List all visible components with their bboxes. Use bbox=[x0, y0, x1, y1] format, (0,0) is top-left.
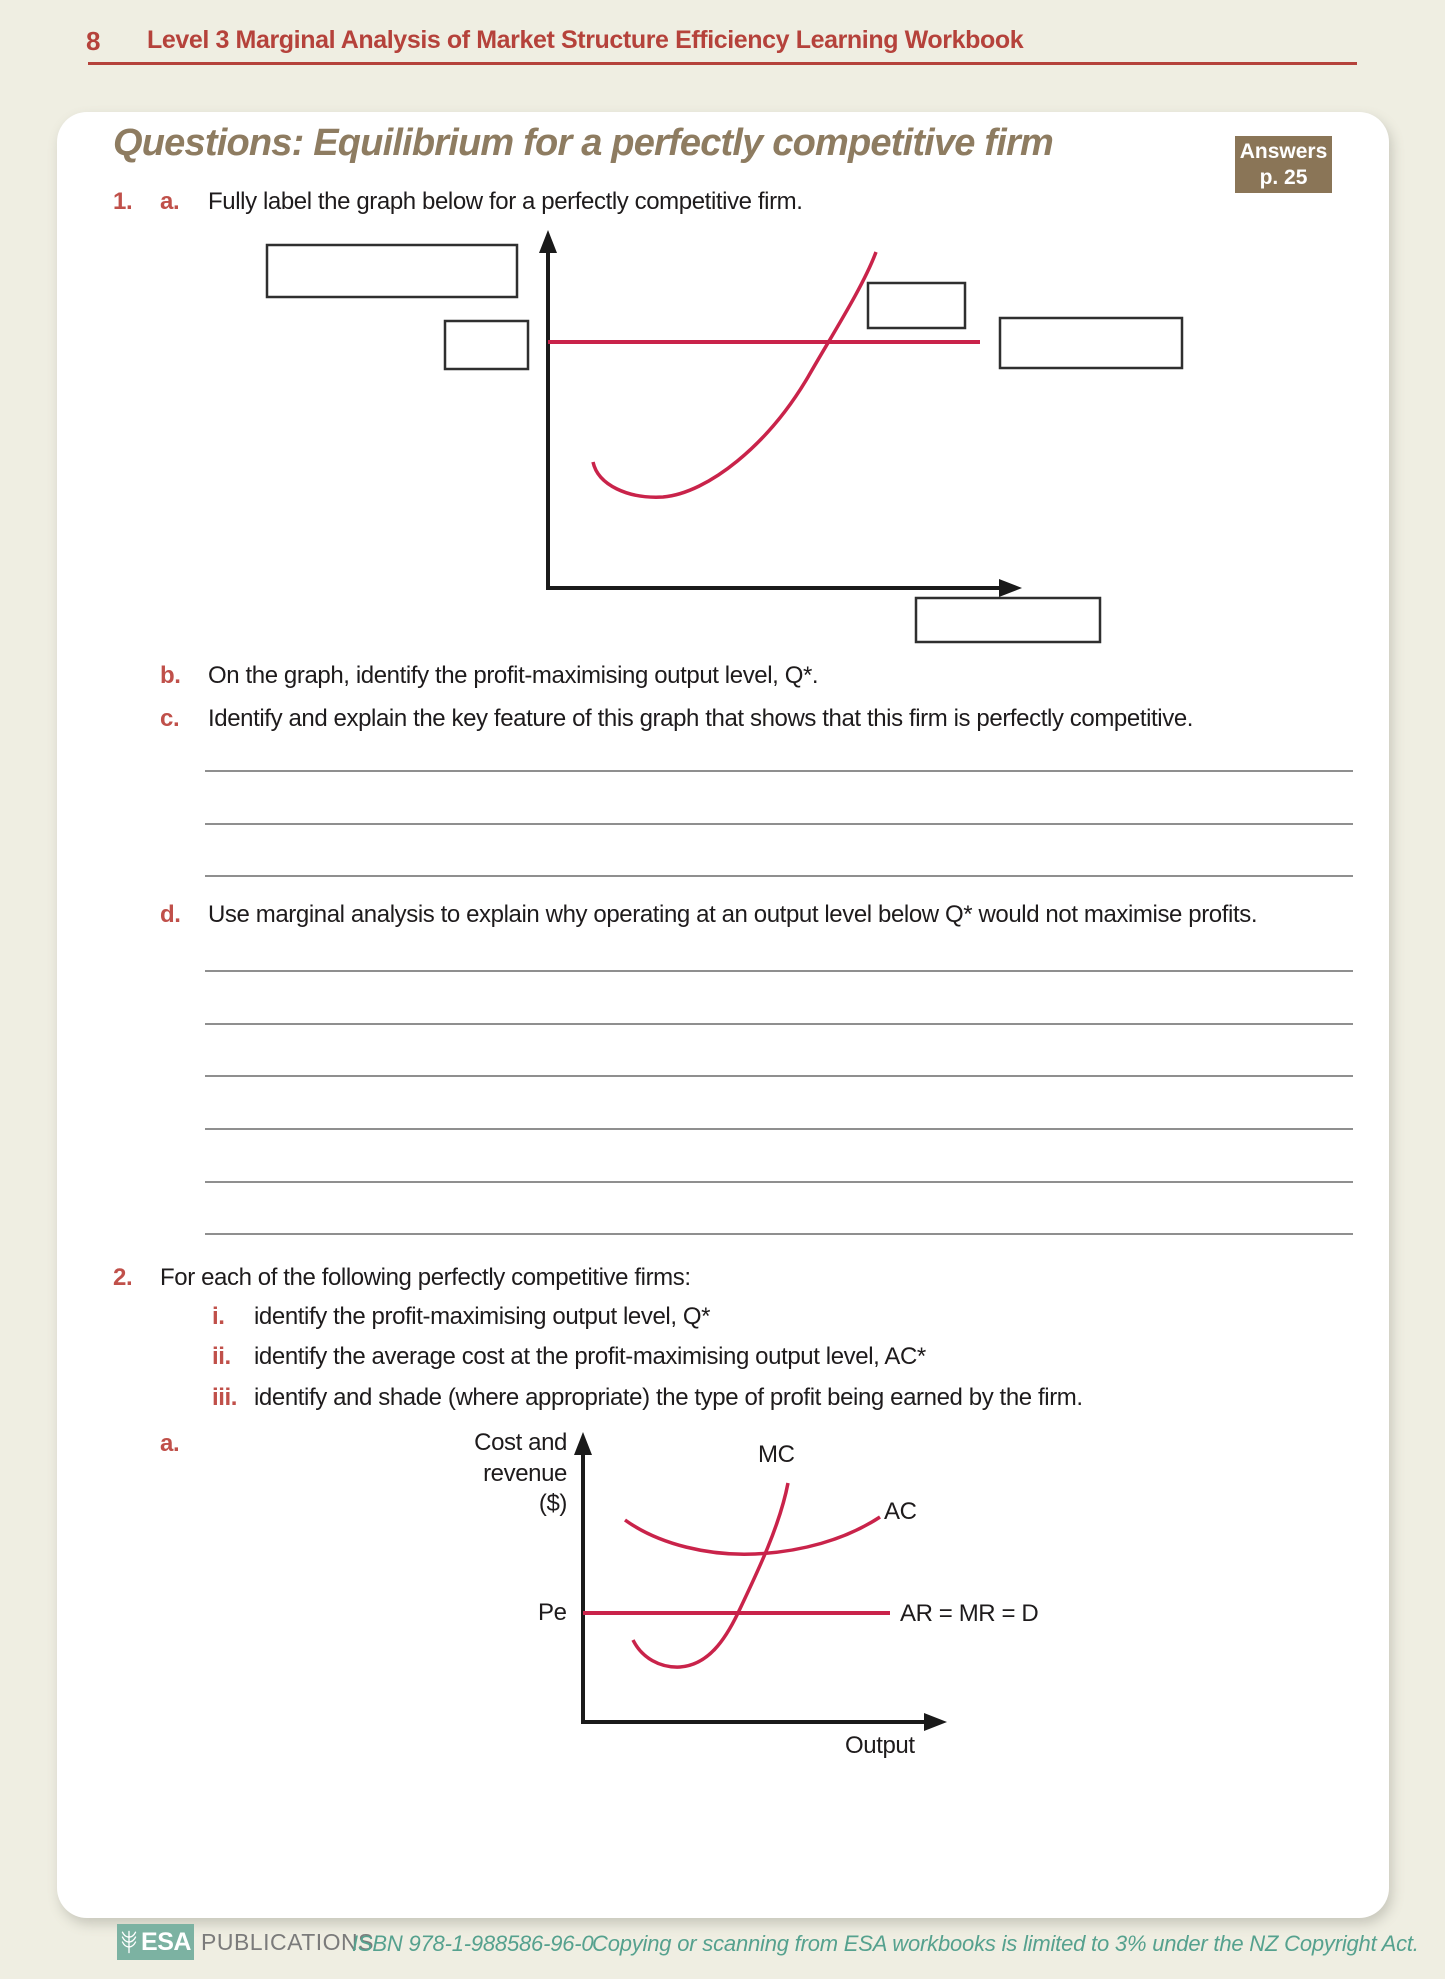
esa-logo bbox=[117, 1924, 194, 1960]
question-2-item-i bbox=[212, 1303, 711, 1331]
graph2-y-axis-label bbox=[403, 1428, 567, 1520]
question-2a-letter: a. bbox=[160, 1430, 180, 1457]
question-2-intro: For each of the following perfectly competitive firms: bbox=[160, 1264, 691, 1291]
graph2-y-axis-arrow-icon bbox=[574, 1432, 592, 1455]
isbn-label: ISBN 978-1-988586-96-0 bbox=[352, 1931, 594, 1956]
graph1-y-axis-arrow-icon bbox=[539, 230, 557, 253]
graph1-blank-box-price-label[interactable] bbox=[445, 321, 528, 369]
question-1d-row bbox=[160, 901, 1258, 929]
answer-line[interactable] bbox=[205, 1233, 1353, 1235]
graph1-blank-box-line-label[interactable] bbox=[1000, 318, 1182, 368]
graph2-mc-label: MC bbox=[758, 1441, 795, 1468]
section-title: Questions: Equilibrium for a perfectly competitive firm bbox=[113, 122, 1053, 164]
question-1-row bbox=[113, 188, 803, 216]
graph2-ac-label: AC bbox=[884, 1498, 917, 1525]
answer-line[interactable] bbox=[205, 1075, 1353, 1077]
question-2-item-ii-label: ii. bbox=[212, 1343, 231, 1370]
graph2-x-axis-label: Output bbox=[845, 1732, 915, 1759]
graph2-y-axis-label-line1: Cost and bbox=[474, 1429, 567, 1456]
copyright-notice: Copying or scanning from ESA workbooks is limited to 3% under the NZ Copyright Act. bbox=[592, 1931, 1419, 1956]
answers-badge-line2: p. 25 bbox=[1259, 166, 1308, 189]
answer-line[interactable] bbox=[205, 823, 1353, 825]
question-2-item-ii-text: identify the average cost at the profit-maximising output level, AC* bbox=[254, 1343, 926, 1370]
question-2-item-iii-text: identify and shade (where appropriate) the type of profit being earned by the firm. bbox=[254, 1384, 1083, 1411]
answer-line[interactable] bbox=[205, 1128, 1353, 1130]
question-2-row bbox=[113, 1264, 691, 1292]
answer-line[interactable] bbox=[205, 970, 1353, 972]
graph1-cost-curve bbox=[593, 252, 876, 497]
wheat-icon bbox=[120, 1928, 138, 1956]
graph1-blank-box-y-axis-label[interactable] bbox=[267, 245, 517, 297]
graph2-x-axis-arrow-icon bbox=[924, 1713, 947, 1731]
answer-line[interactable] bbox=[205, 875, 1353, 877]
answers-page-badge bbox=[1235, 136, 1332, 193]
question-1b-letter: b. bbox=[160, 662, 181, 689]
question-1c-row bbox=[160, 705, 1194, 733]
graph2-y-axis-label-line3: ($) bbox=[538, 1490, 567, 1517]
question-1d-letter: d. bbox=[160, 901, 181, 928]
graph2-pe-label: Pe bbox=[538, 1599, 567, 1626]
question-1b-row bbox=[160, 662, 819, 690]
header-rule bbox=[88, 62, 1357, 65]
graph1-blank-box-x-axis-label[interactable] bbox=[916, 598, 1100, 642]
graph1-blank-box-curve-label[interactable] bbox=[868, 283, 965, 328]
publisher-label: PUBLICATIONS bbox=[201, 1929, 374, 1955]
question-1a-text: Fully label the graph below for a perfectly competitive firm. bbox=[208, 188, 803, 215]
question-2-item-iii bbox=[212, 1384, 1083, 1412]
question-1b-text: On the graph, identify the profit-maximising output level, Q*. bbox=[208, 662, 819, 689]
page-title: Level 3 Marginal Analysis of Market Structure Efficiency Learning Workbook bbox=[147, 26, 1024, 54]
question-1c-letter: c. bbox=[160, 705, 180, 732]
question-2-item-i-text: identify the profit-maximising output level, Q* bbox=[254, 1303, 711, 1330]
question-2-item-ii bbox=[212, 1343, 926, 1371]
graph1-x-axis-arrow-icon bbox=[999, 579, 1022, 597]
graph2-ar-mr-d-label: AR = MR = D bbox=[900, 1600, 1039, 1627]
graph-1-diagram bbox=[230, 225, 1190, 665]
graph2-mc-curve bbox=[633, 1483, 788, 1667]
answer-line[interactable] bbox=[205, 1181, 1353, 1183]
question-1-number: 1. bbox=[113, 188, 133, 215]
page-number: 8 bbox=[86, 26, 101, 56]
question-2-number: 2. bbox=[113, 1264, 133, 1291]
graph2-y-axis-label-line2: revenue bbox=[483, 1459, 567, 1487]
esa-logo-text: ESA bbox=[141, 1927, 191, 1956]
graph2-ac-curve bbox=[625, 1517, 880, 1554]
answer-line[interactable] bbox=[205, 770, 1353, 772]
question-2-item-iii-label: iii. bbox=[212, 1384, 238, 1411]
question-1c-text: Identify and explain the key feature of this graph that shows that this firm is perfectly competitive. bbox=[208, 705, 1194, 732]
answer-line[interactable] bbox=[205, 1023, 1353, 1025]
question-1d-text: Use marginal analysis to explain why operating at an output level below Q* would not maximise profits. bbox=[208, 901, 1258, 928]
answers-badge-line1: Answers bbox=[1239, 140, 1328, 163]
question-2-item-i-label: i. bbox=[212, 1303, 225, 1330]
question-1a-letter: a. bbox=[160, 188, 180, 215]
